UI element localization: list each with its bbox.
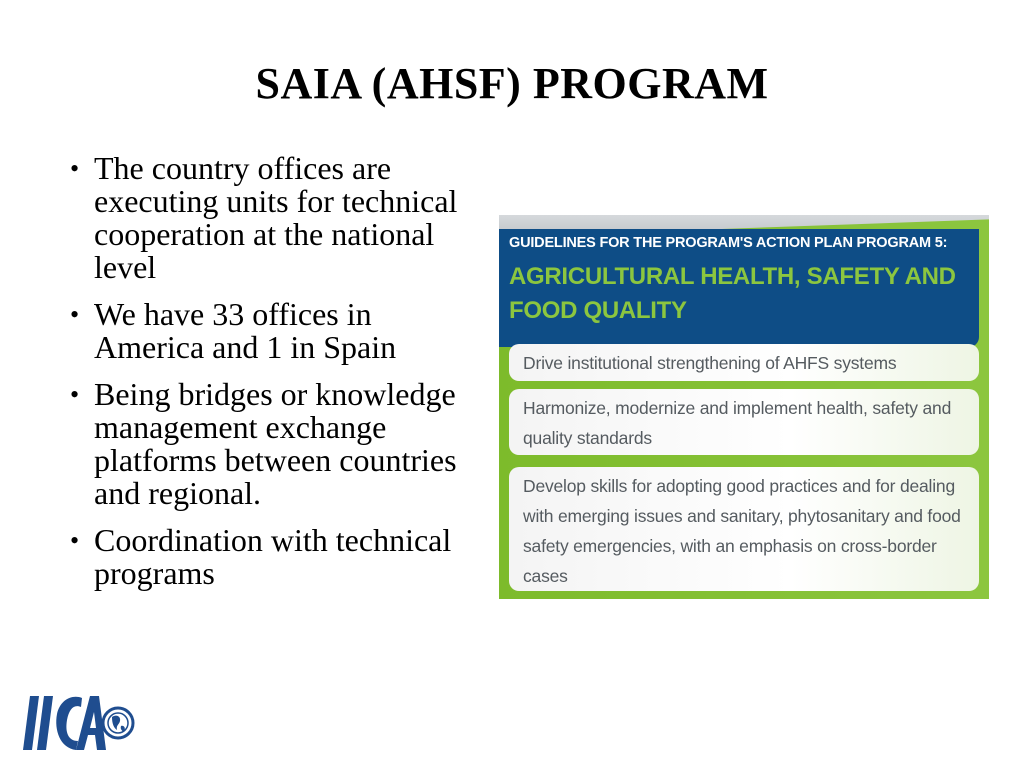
bullet-item	[68, 152, 463, 284]
globe-icon	[103, 708, 133, 738]
program-guidelines-graphic	[499, 215, 989, 599]
guideline-box: Harmonize, modernize and implement health, safety and quality standards	[509, 389, 979, 455]
bullet-list	[68, 152, 463, 604]
bullet-item	[68, 378, 463, 510]
bullet-text: The country offices are executing units for technical cooperation at the national level	[94, 150, 458, 285]
graphic-kicker: GUIDELINES FOR THE PROGRAM'S ACTION PLAN PROGRAM 5:	[509, 235, 948, 251]
bullet-dot: •	[70, 154, 80, 183]
iica-logo	[20, 690, 135, 754]
bullet-text: We have 33 offices in America and 1 in Spain	[94, 296, 397, 365]
bullet-text: Coordination with technical programs	[94, 522, 452, 591]
bullet-item	[68, 298, 463, 364]
bullet-dot: •	[70, 380, 80, 409]
guideline-box: Develop skills for adopting good practices and for dealing with emerging issues and sanitary, phytosanitary and food safety emergencies, with an emphasis on cross-border cases	[509, 467, 979, 591]
guideline-box: Drive institutional strengthening of AHFS systems	[509, 344, 979, 381]
bullet-dot: •	[70, 300, 80, 329]
graphic-heading: AGRICULTURAL HEALTH, SAFETY AND FOOD QUALITY	[509, 263, 956, 324]
bullet-item	[68, 524, 463, 590]
bullet-text: Being bridges or knowledge management exchange platforms between countries and regional.	[94, 376, 457, 511]
bullet-dot: •	[70, 526, 80, 555]
slide-title: SAIA (AHSF) PROGRAM	[255, 59, 769, 108]
